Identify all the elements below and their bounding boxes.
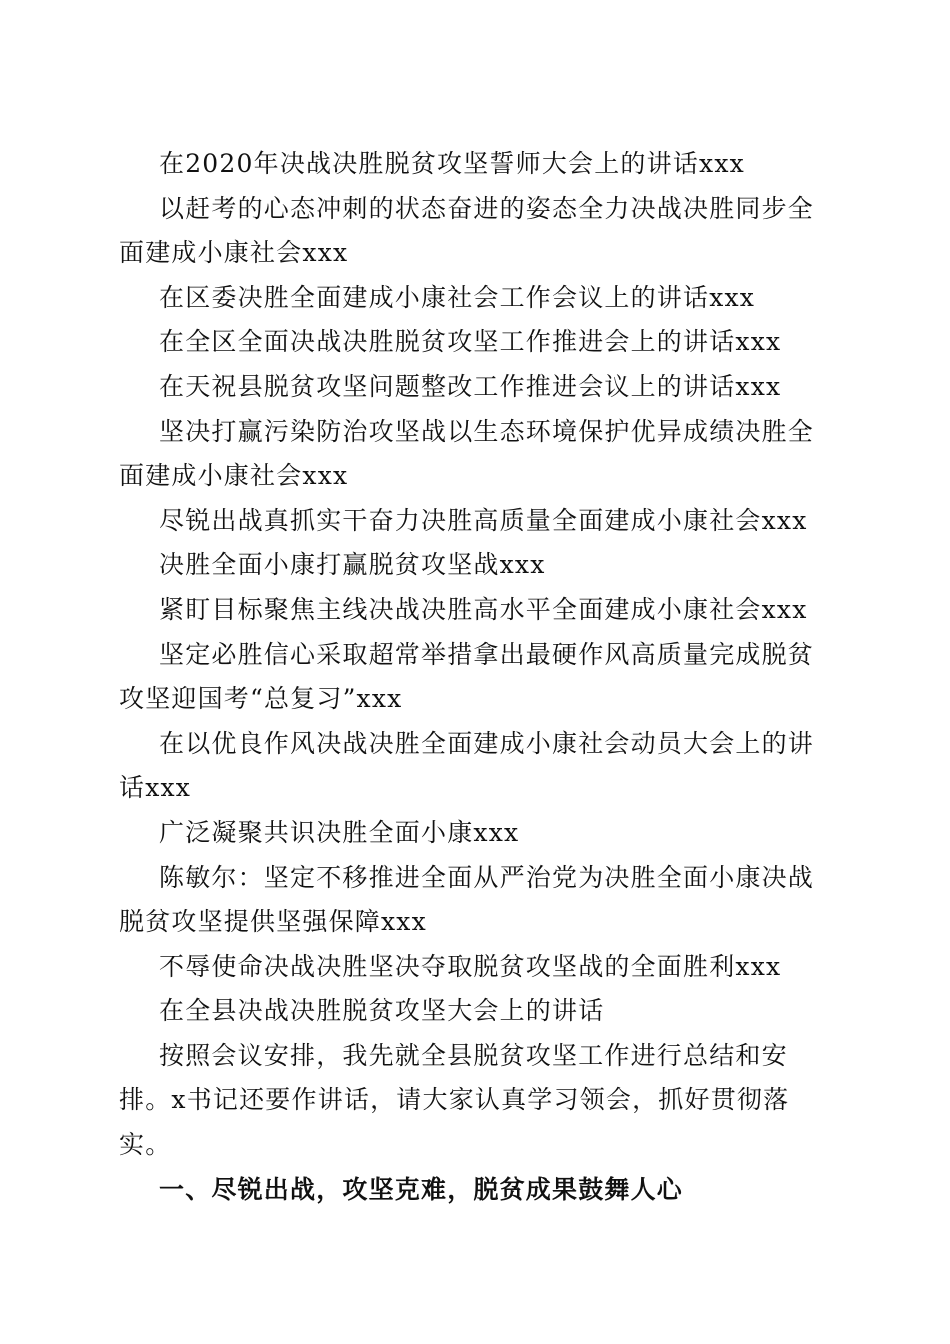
paragraph-15: 在全县决战决胜脱贫攻坚大会上的讲话 <box>159 996 605 1026</box>
paragraph-6: 坚决打赢污染防治攻坚战以生态环境保护优异成绩决胜全面建成小康社会xxx <box>119 416 815 491</box>
paragraph-11: 在以优良作风决战决胜全面建成小康社会动员大会上的讲话xxx <box>119 728 815 803</box>
document-body <box>119 142 829 1212</box>
paragraph-1: 在2020年决战决胜脱贫攻坚誓师大会上的讲话xxx <box>159 149 745 178</box>
section-heading: 一、尽锐出战，攻坚克难，脱贫成果鼓舞人心 <box>159 1174 684 1204</box>
paragraph-12: 广泛凝聚共识决胜全面小康xxx <box>159 817 520 847</box>
paragraph-2: 以赶考的心态冲刺的状态奋进的姿态全力决战决胜同步全面建成小康社会xxx <box>119 193 815 268</box>
paragraph-4: 在全区全面决战决胜脱贫攻坚工作推进会上的讲话xxx <box>159 327 782 357</box>
paragraph-10: 坚定必胜信心采取超常举措拿出最硬作风高质量完成脱贫攻坚迎国考“总复习”xxx <box>119 639 815 714</box>
paragraph-7: 尽锐出战真抓实干奋力决胜高质量全面建成小康社会xxx <box>159 505 808 535</box>
paragraph-16: 按照会议安排，我先就全县脱贫攻坚工作进行总结和安排。x书记还要作讲话，请大家认真学习领会，抓好贯彻落实。 <box>119 1040 790 1160</box>
paragraph-5: 在天祝县脱贫攻坚问题整改工作推进会议上的讲话xxx <box>159 371 782 401</box>
paragraph-14: 不辱使命决战决胜坚决夺取脱贫攻坚战的全面胜利xxx <box>159 951 782 981</box>
paragraph-9: 紧盯目标聚焦主线决战决胜高水平全面建成小康社会xxx <box>159 594 808 624</box>
paragraph-8: 决胜全面小康打赢脱贫攻坚战xxx <box>159 550 546 580</box>
paragraph-13: 陈敏尔：坚定不移推进全面从严治党为决胜全面小康决战脱贫攻坚提供坚强保障xxx <box>119 862 815 937</box>
paragraph-3: 在区委决胜全面建成小康社会工作会议上的讲话xxx <box>159 282 756 312</box>
